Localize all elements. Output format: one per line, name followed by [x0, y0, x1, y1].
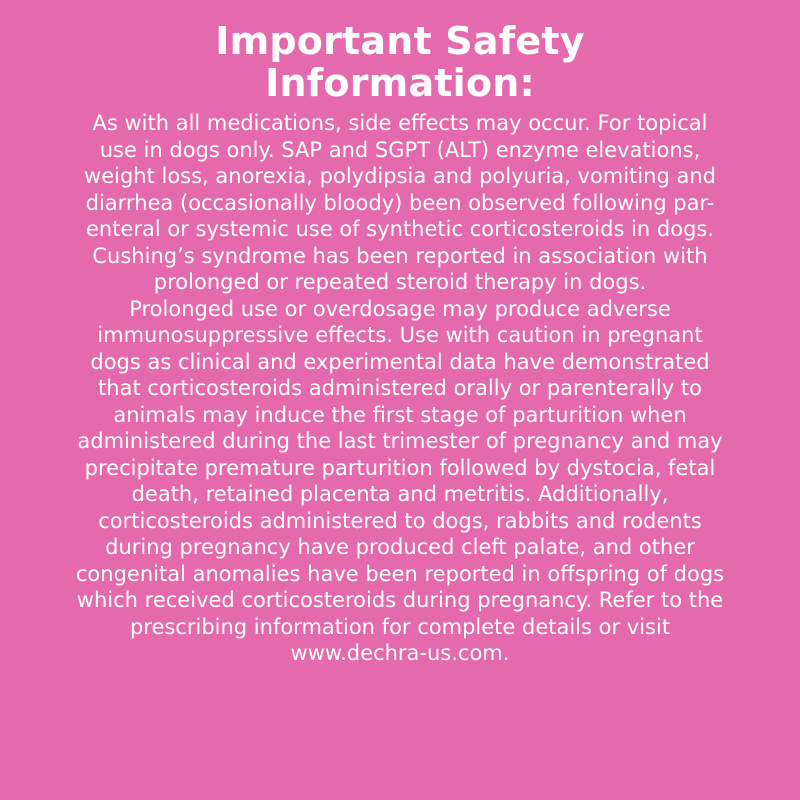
title-line-1: Important Safety	[215, 19, 585, 63]
page-title	[52, 20, 748, 104]
title-line-2: Information:	[265, 61, 535, 105]
safety-body-text: As with all medications, side effects may occur. For topical use in dogs only. SAP and SGPT (ALT) enzyme elevations, weight loss, anorexia, polydipsia and polyuria, vomiting and diarrhea (occasionally bloody) been observed following par- enteral or systemic use of synthetic corticosteroids in dogs. Cushing’s syndrome has been reported in association with prolonged or repeated steroid therapy in dogs. Prolonged use or overdosage may produce adverse immunosuppressive effects. Use with caution in pregnant dogs as clinical and experimental data have demonstrated that corticosteroids administered orally or parenterally to animals may induce the first stage of parturition when administered during the last trimester of pregnancy and may precipitate premature parturition followed by dystocia, fetal death, retained placenta and metritis. Additionally, corticosteroids administered to dogs, rabbits and rodents during pregnancy have produced cleft palate, and other congenital anomalies have been reported in offspring of dogs which received corticosteroids during pregnancy. Refer to the prescribing information for complete details or visit www.dechra-us.com.	[75, 111, 725, 665]
